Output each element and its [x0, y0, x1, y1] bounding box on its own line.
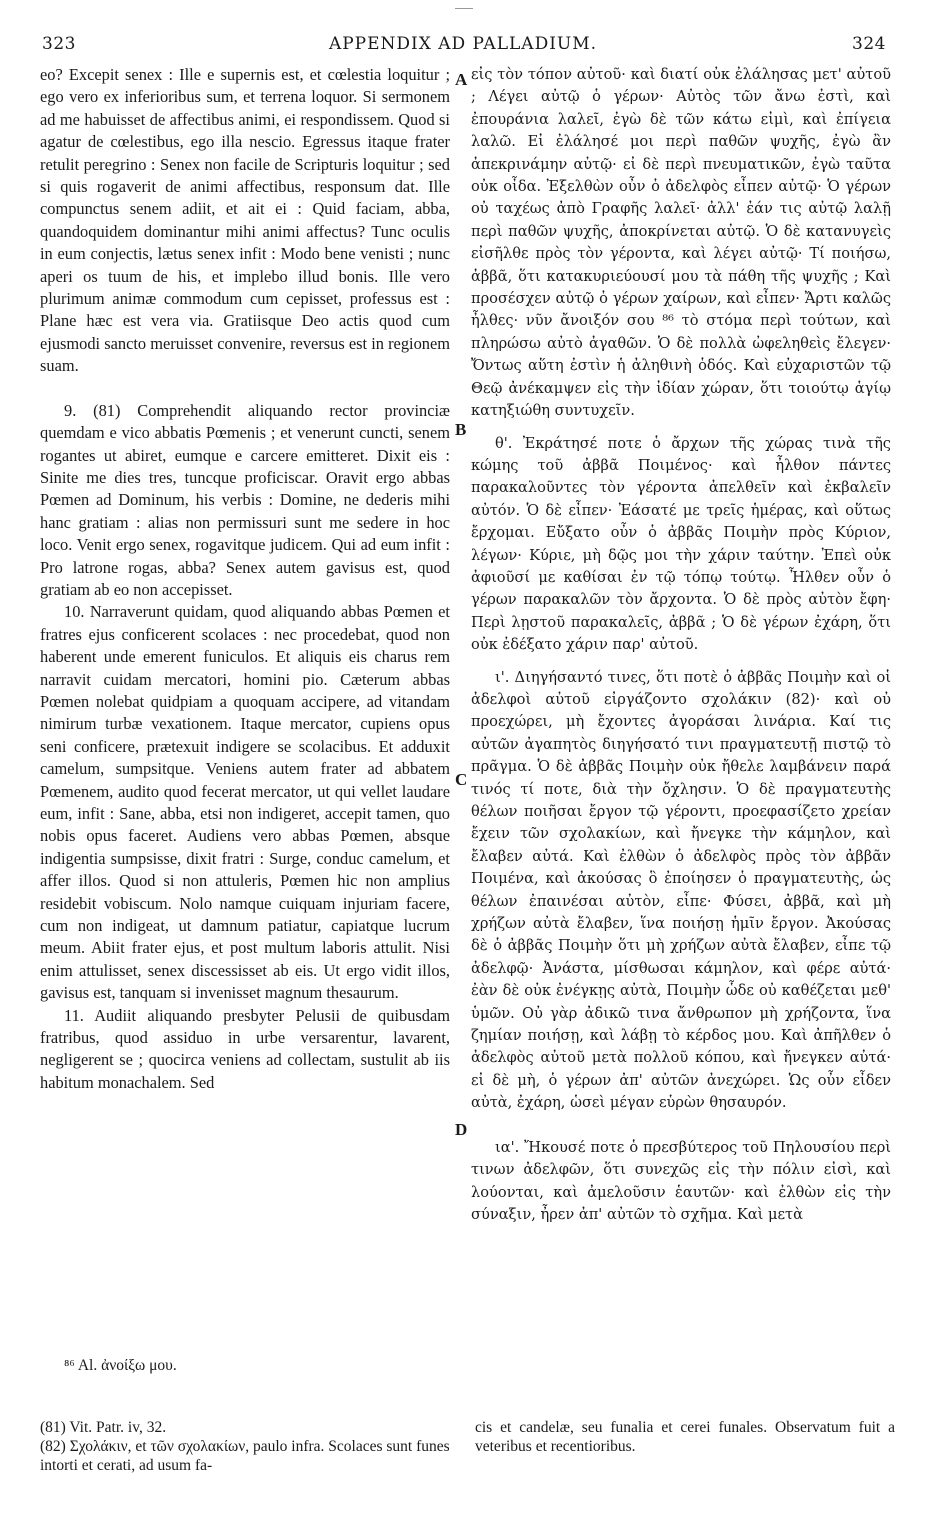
greek-column: [471, 64, 891, 1226]
footnote-82: (82) Σχολάκιν, et τῶν σχολακίων, paulo infra. Scolaces sunt funes intorti et cerati, ad usum fa-: [40, 1438, 450, 1474]
greek-paragraph: ια'. Ἤκουσέ ποτε ὁ πρεσβύτερος τοῦ Πηλουσίου περὶ τινων ἀδελφῶν, ὅτι συνεχῶς εἰς τὴν πόλιν εἰσὶ, καὶ λούονται, καὶ ἀμελοῦσιν ἑαυτῶν· καὶ ἐλθὼν εἰς τὴν σύναξιν, ἦρεν ἀπ' αὐτῶν τὸ σχῆμα. Καὶ μετὰ: [471, 1138, 891, 1223]
footnotes-left: [40, 1418, 460, 1475]
left-page-number: 323: [42, 34, 76, 54]
margin-mark: B: [455, 420, 467, 439]
right-page-number: 324: [852, 34, 886, 54]
footnote-82-continued: cis et candelæ, seu funalia et cerei funales. Observatum fuit a veteribus et recentioribus.: [475, 1419, 895, 1455]
top-rule: [455, 8, 473, 9]
latin-paragraph: 9. (81) Comprehendit aliquando rector provinciæ quemdam e vico abbatis Pœmenis ; et venerunt cuncti, senem rogantes ut abiret, eumque e carcere emitteret. Dixit eis : Sinite me dies tres, tuncque proficiscar. Oravit ergo abbas Pœmen ad Dominum, his verbis : Domine, ne dederis mihi hanc gratiam : alias non permissuri sunt me sedere in hoc loco. Venit ergo senex, rogavitque judicem. Qui ad eum infit : Pro latrone rogas, abba? Senex autem gavisus est, quod gratiam ab eo non accepisset.: [40, 400, 450, 599]
variant-note: ⁸⁶ Al. ἀνοίξω μου.: [64, 1357, 177, 1374]
latin-paragraph: eo? Excepit senex : Ille e supernis est, et cœlestia loquitur ; ego vero ex inferioribus sum, et terrena loquor. Si sermonem ad me habuisset de affectibus animi, ei respondissem. Quod si agatur de cœlestibus, ego illa nescio. Egressus itaque frater retulit peregrino : Senex non facile de Scripturis loquitur ; sed si quis rogaverit de animi affectibus, responsum dat. Ille compunctus senem adiit, et ait ei : Quid faciam, abba, quandoquidem dominantur mihi animi affectus? Tunc oculis in eum conjectis, lætus senex infit : Modo bene venisti ; nunc aperi os tuum de his, et implebo illud bonis. Ille vero plurimum animæ commodum cum cepisset, professus est : Plane hæc est vera via. Gratiisque Deo actis quod cum ejusmodi sancto meruisset convenire, reversus est in regionem suam.: [40, 65, 450, 376]
greek-paragraph: θ'. Ἐκράτησέ ποτε ὁ ἄρχων τῆς χώρας τινὰ τῆς κώμης τοῦ ἀββᾶ Ποιμένος· καὶ ἦλθον πάντες παρακαλοῦντες τὸν γέροντα ἀπελθεῖν καὶ ἐκβαλεῖν αὐτόν. Ὁ δὲ εἶπεν· Ἐάσατέ με τρεῖς ἡμέρας, καὶ οὕτως ἔρχομαι. Εὔξατο οὖν ὁ ἀββᾶς Ποιμὴν πρὸς Κύριον, λέγων· Κύριε, μὴ δῷς μοι τὴν χάριν ταύτην. Ἐπεὶ οὐκ ἀφιοῦσί με καθίσαι ἐν τῷ τόπῳ τούτῳ. Ἦλθεν οὖν ὁ γέρων παρακαλῶν τὸν ἄρχοντα. Ὁ δὲ πρὸς αὐτὸν ἔφη· Περὶ λῃστοῦ παρακαλεῖς, ἀββᾶ ; Ὁ δὲ γέρων ἐχάρη, ὅτι οὐκ ἐδέξατο χάριν παρ' αὐτοῦ.: [471, 434, 891, 654]
margin-mark: C: [455, 770, 468, 789]
footnote-81: (81) Vit. Patr. iv, 32.: [40, 1419, 167, 1436]
greek-paragraph: εἰς τὸν τόπον αὐτοῦ· καὶ διατί οὐκ ἐλάλησας μετ' αὐτοῦ ; Λέγει αὐτῷ ὁ γέρων· Αὐτὸς τῶν ἄνω ἐστὶ, καὶ ἐπουράνια λαλεῖ, ἐγὼ δὲ τῶν κάτω εἰμὶ, καὶ ἐπίγεια λαλῶ. Εἰ ἐλάλησέ μοι περὶ παθῶν ψυχῆς, ἐγὼ ἂν ἀπεκρινάμην αὐτῷ· εἰ δὲ περὶ πνευματικῶν, ἐγὼ ταῦτα οὐκ οἶδα. Ἐξελθὼν οὖν ὁ ἀδελφὸς εἶπεν αὐτῷ· Ὁ γέρων οὐ ταχέως ἀπὸ Γραφῆς λαλεῖ· ἀλλ' ἐάν τις αὐτῷ λαλῇ περὶ παθῶν ψυχῆς, ἀποκρίνεται αὐτῷ. Ὁ δὲ κατανυγεὶς εἰσῆλθε πρὸς τὸν γέροντα, καὶ λέγει αὐτῷ· Τί ποιήσω, ἀββᾶ, ὅτι κατακυριεύουσί μου τὰ πάθη τῆς ψυχῆς ; Καὶ προσέσχεν αὐτῷ ὁ γέρων χαίρων, καὶ εἶπεν· Ἄρτι καλῶς ἦλθες· νῦν ἄνοιξόν σου ⁸⁶ τὸ στόμα περὶ τούτων, καὶ πληρώσω αὐτὸ ἀγαθῶν. Ὁ δὲ πολλὰ ὠφεληθεὶς ἔλεγεν· Ὄντως αὕτη ἐστὶν ἡ ἀληθινὴ ὁδός. Καὶ εὐχαριστῶν τῷ Θεῷ ἀνέκαμψεν εἰς τὴν ἰδίαν χώραν, ὅτι τοιούτῳ ἁγίῳ κατηξιώθη συντυχεῖν.: [471, 66, 891, 420]
latin-column: [40, 64, 450, 1094]
latin-paragraph: 11. Audiit aliquando presbyter Pelusii de quibusdam fratribus, quod assiduo in urbe versarentur, lavarent, negligerent se ; quocirca veniens ad collectam, sustulit ab iis habitum monachalem. Sed: [40, 1005, 450, 1092]
latin-paragraph: 10. Narraverunt quidam, quod aliquando abbas Pœmen et fratres ejus conficerent scolaces : nec procedebat, quod non haberent unde emerent funiculos. Et aliquis eis charus rem narravit cuidam mercatori, homini pio. Cæterum abbas Pœmen nolebat quidpiam a quoquam accipere, ad vitandam nimirum turbæ vexationem. Itaque mercator, cupiens opus seni conficere, prætexuit indigere se scolacibus. Et adduxit camelum, sumpsitque. Veniens autem frater ad abbatem Pœmenem, audito quod fecerat mercator, ut qui vellet laudare eum, infit : Sane, abba, etsi non indigeret, accepit tamen, quo nobis opus faceret. Audiens vero abbas Pœmen, absque indigentia sumpsisse, dixit fratri : Surge, conduc camelum, et affer illos. Quod si non attuleris, Pœmen hic non amplius residebit vobiscum. Nolo namque cuiquam injuriam facere, cum non indigeat, ut damnum patiatur, capiatque lucrum meum. Abiit frater ejus, et post multum laboris attulit. Nisi enim attulisset, senex discessisset ab eis. Ut ergo vidit illos, gavisus est, tanquam si invenisset magnum thesaurum.: [40, 602, 450, 1003]
greek-paragraph: ι'. Διηγήσαντό τινες, ὅτι ποτὲ ὁ ἀββᾶς Ποιμὴν καὶ οἱ ἀδελφοὶ αὐτοῦ εἰργάζοντο σχολάκιν (82)· καὶ οὐ προεχώρει, μὴ ἔχοντες ἀγοράσαι λινάρια. Καί τις αὐτῶν ἀγαπητὸς διηγήσατό τινι πραγματευτῇ πιστῷ τὸ πρᾶγμα. Ὁ δὲ ἀββᾶς Ποιμὴν οὐκ ἤθελε λαμβάνειν παρά τινός τί ποτε, διὰ τὴν ὄχλησιν. Ὁ δὲ πραγματευτὴς θέλων ποιῆσαι ἔργον τῷ γέροντι, προεφασίζετο χρείαν ἔχειν τῶν σχολακίων, καὶ ἤνεγκε τὴν κάμηλον, καὶ ἔλαβεν αὐτά. Καὶ ἐλθὼν ὁ ἀδελφὸς πρὸς τὸν ἀββᾶν Ποιμένα, καὶ ἀκούσας ὃ ἐποίησεν ὁ πραγματευτὴς, ὡς θέλων ἐπαινέσαι αὐτὸν, εἶπε· Φύσει, ἀββᾶ, καὶ μὴ χρήζων αὐτὰ ἔλαβεν, ἵνα ποιήσῃ ἡμῖν ἔργον. Ἀκούσας δὲ ὁ ἀββᾶς Ποιμὴν ὅτι μὴ χρήζων αὐτὰ ἔλαβεν, εἶπε τῷ ἀδελφῷ· Ἀνάστα, μίσθωσαι κάμηλον, καὶ φέρε αὐτά· ἐὰν δὲ οὐκ ἐνέγκῃς αὐτὰ, Ποιμὴν ὧδε οὐ καθέζεται μεθ' ὑμῶν. Οὐ γὰρ ἀδικῶ τινα ἄνθρωπον μὴ χρήζοντα, ἵνα ζημίαν ποιήσῃ, καὶ λάβῃ τὸ κέρδος μου. Καὶ ἀπῆλθεν ὁ ἀδελφὸς αὐτοῦ μετὰ πολλοῦ κόπου, καὶ ἤνεγκεν αὐτά· εἰ δὲ μὴ, ὁ γέρων ἀπ' αὐτῶν ἀνεχώρει. Ὡς οὖν εἶδεν αὐτὰ, ἐχάρη, ὡσεὶ μέγαν εὑρὼν θησαυρόν.: [471, 668, 891, 1112]
margin-mark: A: [455, 70, 468, 89]
running-title: APPENDIX AD PALLADIUM.: [328, 34, 598, 54]
margin-mark: D: [455, 1120, 468, 1139]
